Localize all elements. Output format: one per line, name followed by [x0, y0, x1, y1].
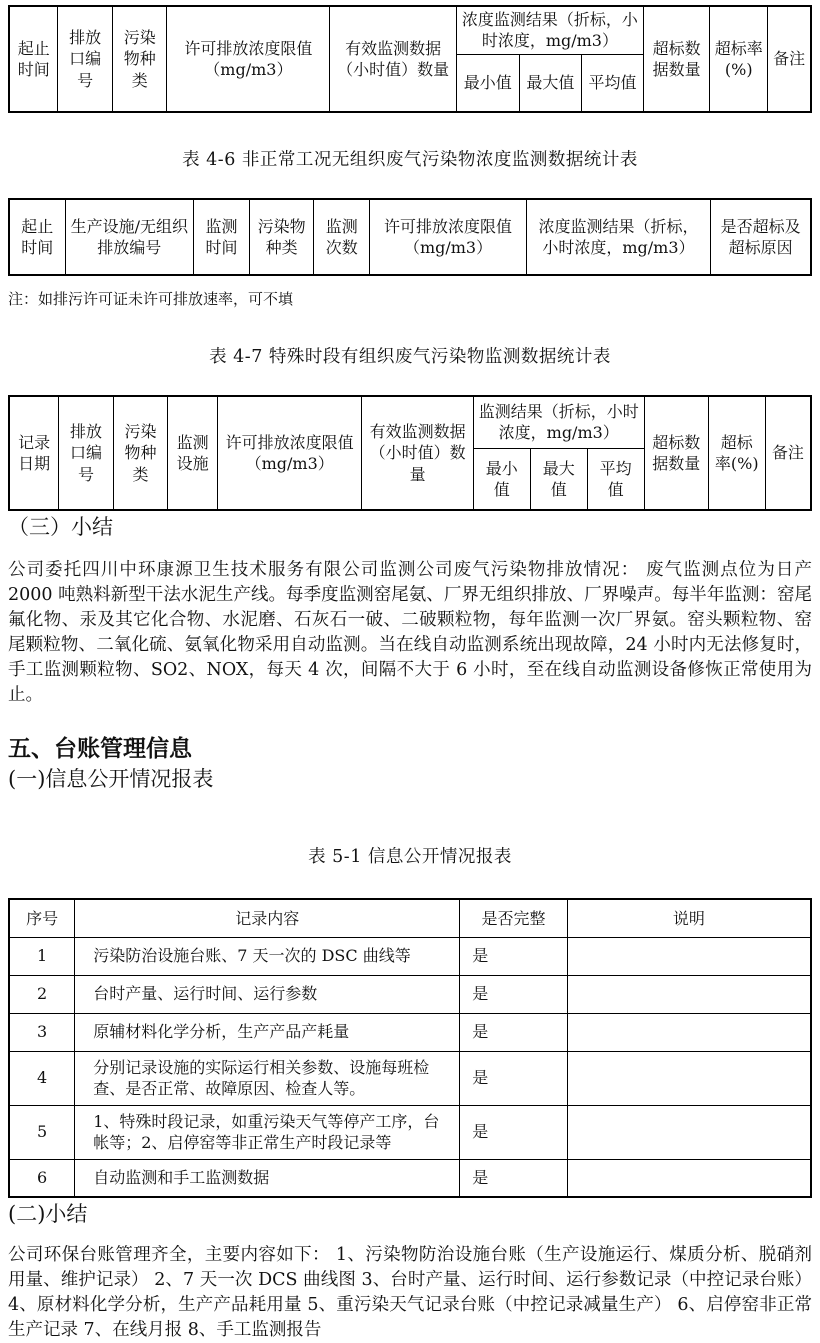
col-record-content: 记录内容	[75, 899, 460, 937]
col-facility-fugitive-id: 生产设施/无组织排放编号	[65, 199, 193, 275]
subcol-avg: 平均值	[582, 54, 644, 112]
cell-is-complete: 是	[460, 1159, 567, 1197]
cell-explanation	[567, 1051, 811, 1105]
summary-2-heading: (二)小结	[8, 1202, 88, 1226]
table-row	[9, 1159, 811, 1197]
cell-seq-no: 2	[9, 975, 75, 1013]
cell-record-content: 污染防治设施台账、7 天一次的 DSC 曲线等	[75, 937, 460, 975]
information-disclosure-table	[8, 898, 812, 1198]
col-pollutant-type: 污染物种类	[113, 396, 168, 510]
table-row	[9, 1051, 811, 1105]
col-record-date: 记录日期	[9, 396, 59, 510]
abnormal-fugitive-gas-table	[8, 198, 812, 276]
table-4-6-title: 表 4-6 非正常工况无组织废气污染物浓度监测数据统计表	[182, 150, 638, 170]
col-remark: 备注	[768, 6, 811, 112]
cell-is-complete: 是	[460, 1013, 567, 1051]
cell-is-complete: 是	[460, 1105, 567, 1159]
table-note: 注：如排污许可证未许可排放速率，可不填	[8, 290, 294, 308]
col-monitor-count: 监测次数	[314, 199, 370, 275]
table-row	[9, 937, 811, 975]
col-is-complete: 是否完整	[460, 899, 567, 937]
col-valid-data-count: 有效监测数据（小时值）数量	[330, 6, 457, 112]
cell-seq-no: 6	[9, 1159, 75, 1197]
col-pollutant-type: 污染物种类	[250, 199, 314, 275]
cell-seq-no: 4	[9, 1051, 75, 1105]
col-start-end-time: 起止时间	[9, 6, 58, 112]
col-monitor-time: 监测时间	[193, 199, 249, 275]
col-remark: 备注	[765, 396, 811, 510]
table-5-1-title: 表 5-1 信息公开情况报表	[308, 847, 512, 867]
col-exceed-rate: 超标率(%)	[710, 6, 768, 112]
summary-3-heading: （三）小结	[8, 515, 113, 539]
cell-explanation	[567, 975, 811, 1013]
cell-record-content: 自动监测和手工监测数据	[75, 1159, 460, 1197]
subcol-max: 最大值	[530, 448, 587, 510]
col-outlet-id: 排放口编号	[59, 396, 114, 510]
table-4-7-title: 表 4-7 特殊时段有组织废气污染物监测数据统计表	[209, 347, 611, 367]
cell-explanation	[567, 1013, 811, 1051]
col-seq-no: 序号	[9, 899, 75, 937]
col-valid-data-count: 有效监测数据（小时值）数量	[362, 396, 473, 510]
cell-record-content: 1、特殊时段记录，如重污染天气等停产工序，台帐等；2、启停窑等非正常生产时段记录等	[75, 1105, 460, 1159]
cell-record-content: 原辅材料化学分析，生产产品产耗量	[75, 1013, 460, 1051]
cell-seq-no: 5	[9, 1105, 75, 1159]
cell-explanation	[567, 937, 811, 975]
col-outlet-id: 排放口编号	[58, 6, 113, 112]
subcol-max: 最大值	[519, 54, 582, 112]
section-5-1-heading: (一)信息公开情况报表	[8, 767, 214, 791]
cell-record-content: 分别记录设施的实际运行相关参数、设施每班检查、是否正常、故障原因、检查人等。	[75, 1051, 460, 1105]
table-header-row	[9, 899, 811, 937]
cell-seq-no: 3	[9, 1013, 75, 1051]
subcol-min: 最小值	[457, 54, 520, 112]
summary-3-paragraph: 公司委托四川中环康源卫生技术服务有限公司监测公司废气污染物排放情况： 废气监测点位为日产 2000 吨熟料新型干法水泥生产线。每季度监测窑尾氨、厂界无组织排放、厂界噪声。每半年监测：窑尾氟化物、汞及其它化合物、水泥磨、石灰石一破、二破颗粒物，每年监测一次厂界氨。窑头颗粒物、窑尾颗粒物、二氧化硫、氨氧化物采用自动监测。当在线自动监测系统出现故障，24 小时内无法修复时，手工监测颗粒物、SO2、NOX，每天 4 次，间隔不大于 6 小时，至在线自动监测设备修恢正常使用为止。	[8, 560, 812, 705]
col-group-monitor-result: 监测结果（折标，小时浓度，mg/m3）	[473, 396, 644, 448]
cell-is-complete: 是	[460, 975, 567, 1013]
cell-is-complete: 是	[460, 937, 567, 975]
subcol-avg: 平均值	[587, 448, 644, 510]
table-row	[9, 1105, 811, 1159]
summary-2-paragraph: 公司环保台账管理齐全，主要内容如下： 1、污染物防治设施台账（生产设施运行、煤质分析、脱硝剂用量、维护记录） 2、7 天一次 DCS 曲线图 3、台时产量、运行时间、运行参数记录（中控记录台账） 4、原材料化学分析，生产产品耗用量 5、重污染天气记录台账（中控记录减量生产） 6、启停窑非正常生产记录 7、在线月报 8、手工监测报告	[8, 1245, 812, 1340]
cell-record-content: 台时产量、运行时间、运行参数	[75, 975, 460, 1013]
col-permitted-limit: 许可排放浓度限值（mg/m3）	[167, 6, 330, 112]
table-row	[9, 975, 811, 1013]
col-start-end-time: 起止时间	[9, 199, 65, 275]
col-monitor-facility: 监测设施	[168, 396, 218, 510]
col-explanation: 说明	[567, 899, 811, 937]
subcol-min: 最小值	[473, 448, 530, 510]
col-concentration-result: 浓度监测结果（折标，小时浓度，mg/m3）	[526, 199, 710, 275]
chapter-5-heading: 五、台账管理信息	[8, 735, 192, 762]
cell-seq-no: 1	[9, 937, 75, 975]
col-pollutant-type: 污染物种类	[112, 6, 167, 112]
col-exceed-count: 超标数据数量	[643, 6, 710, 112]
col-exceed-rate: 超标率(%)	[708, 396, 765, 510]
col-permitted-limit: 许可排放浓度限值（mg/m3）	[370, 199, 526, 275]
table-row	[9, 1013, 811, 1051]
cell-explanation	[567, 1159, 811, 1197]
col-exceed-reason: 是否超标及超标原因	[711, 199, 811, 275]
special-period-gas-table	[8, 395, 812, 511]
organized-gas-monitoring-table	[8, 5, 812, 113]
cell-explanation	[567, 1105, 811, 1159]
cell-is-complete: 是	[460, 1051, 567, 1105]
col-exceed-count: 超标数据数量	[644, 396, 708, 510]
col-group-concentration-result: 浓度监测结果（折标，小时浓度，mg/m3）	[457, 6, 644, 54]
col-permitted-limit: 许可排放浓度限值（mg/m3）	[218, 396, 362, 510]
